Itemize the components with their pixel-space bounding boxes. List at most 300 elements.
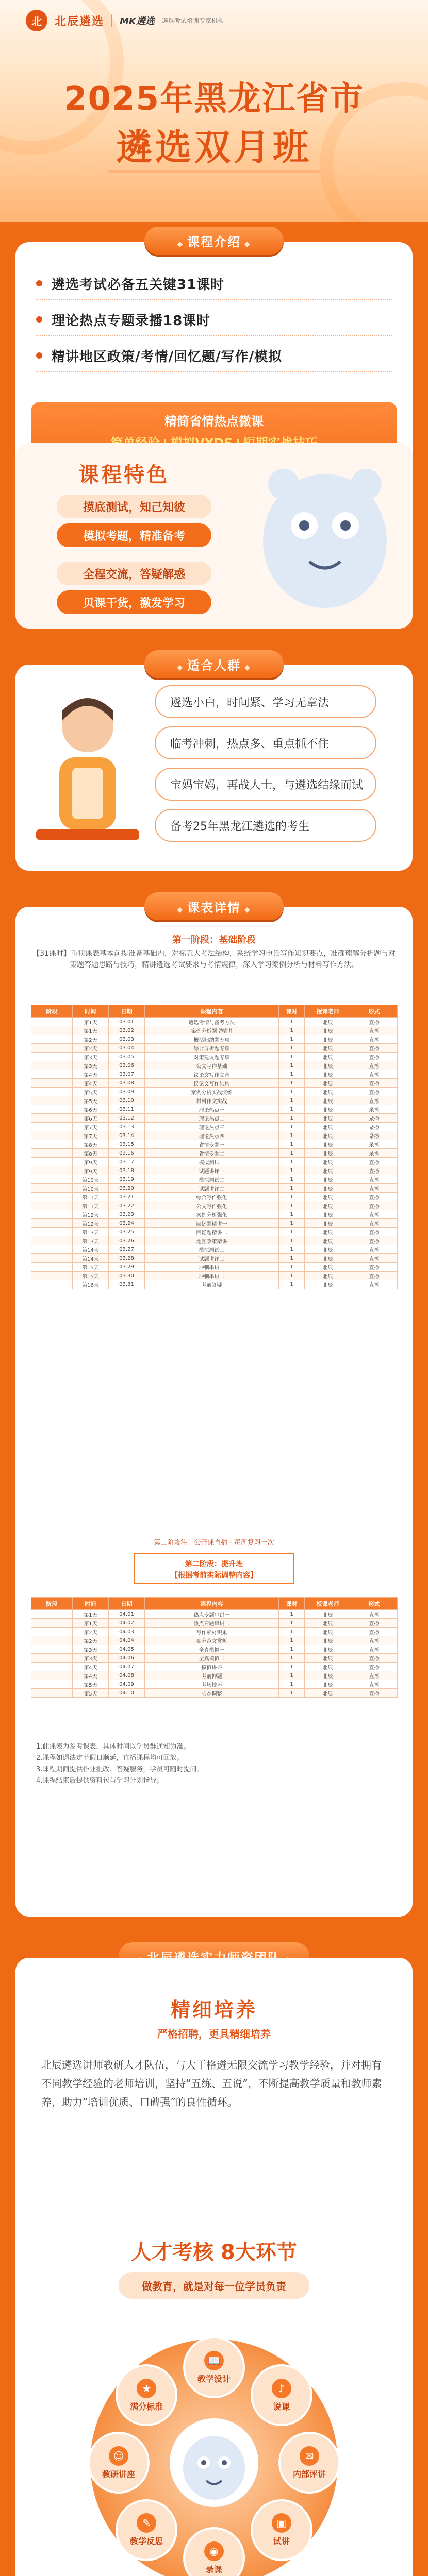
table-cell: 模拟测试一: [145, 1158, 279, 1166]
table-row: [31, 1228, 398, 1236]
table-cell: 北辰: [305, 1610, 351, 1619]
assessment-step-label: 教学反思: [130, 2536, 163, 2547]
table-row: [31, 1236, 398, 1245]
table-cell: 模拟测试二: [145, 1175, 279, 1184]
table-cell: [31, 1645, 73, 1654]
table-cell: 第3天: [73, 1654, 109, 1663]
table-cell: [31, 1193, 73, 1201]
table-row: [31, 1245, 398, 1254]
table-cell: 第5天: [73, 1689, 109, 1698]
table-row: [31, 1610, 398, 1619]
table-cell: 高分范文赏析: [145, 1636, 279, 1645]
table-cell: 直播: [351, 1619, 398, 1628]
table-cell: 北辰: [305, 1645, 351, 1654]
table-cell: 1: [279, 1671, 305, 1680]
table-row: [31, 1193, 398, 1201]
table-cell: 03.27: [109, 1245, 145, 1254]
table-cell: 03.19: [109, 1175, 145, 1184]
table-cell: [31, 1228, 73, 1236]
table-header: 授课老师: [305, 1598, 351, 1610]
table-cell: 03.16: [109, 1149, 145, 1158]
assessment-step: [88, 2432, 150, 2494]
table-cell: 冲刺串讲二: [145, 1272, 279, 1280]
table-cell: 04.09: [109, 1680, 145, 1689]
table-cell: 04.02: [109, 1619, 145, 1628]
table-cell: 04.10: [109, 1689, 145, 1698]
table-cell: 热点专题串讲一: [145, 1610, 279, 1619]
table-cell: 省情专题一: [145, 1140, 279, 1149]
table-cell: 1: [279, 1245, 305, 1254]
table-cell: 北辰: [305, 1193, 351, 1201]
table-cell: 全真模拟一: [145, 1645, 279, 1654]
table-cell: 第10天: [73, 1175, 109, 1184]
assessment-step: [116, 2499, 177, 2561]
table-cell: [31, 1123, 73, 1131]
mascot-illustration: [248, 453, 397, 618]
table-cell: 直播: [351, 1263, 398, 1272]
table-cell: 第5天: [73, 1680, 109, 1689]
table-cell: 03.06: [109, 1061, 145, 1070]
table-cell: 1: [279, 1228, 305, 1236]
table-header: 形式: [351, 1005, 398, 1018]
table-cell: 1: [279, 1280, 305, 1289]
table-cell: 03.05: [109, 1053, 145, 1061]
table-cell: 第5天: [73, 1088, 109, 1096]
assessment-step-label: 录课: [205, 2564, 222, 2574]
table-cell: [31, 1105, 73, 1114]
table-cell: 北辰: [305, 1140, 351, 1149]
table-cell: 04.03: [109, 1628, 145, 1636]
table-cell: 直播: [351, 1061, 398, 1070]
table-cell: 北辰: [305, 1228, 351, 1236]
table-cell: [31, 1654, 73, 1663]
table-row: [31, 1026, 398, 1035]
table-cell: 直播: [351, 1210, 398, 1219]
intro-item: 遴选考试必备五关键31课时: [36, 268, 392, 300]
table-cell: 03.15: [109, 1140, 145, 1149]
table-cell: 04.05: [109, 1645, 145, 1654]
table-cell: 理论热点四: [145, 1131, 279, 1140]
people-icon: ☺: [109, 2446, 128, 2466]
table-cell: 直播: [351, 1628, 398, 1636]
table-row: [31, 1680, 398, 1689]
hero-title: 2025年黑龙江省市: [63, 80, 365, 118]
table-cell: 1: [279, 1610, 305, 1619]
table-cell: 直播: [351, 1636, 398, 1645]
table-cell: 1: [279, 1272, 305, 1280]
table-cell: 北辰: [305, 1236, 351, 1245]
table-cell: 直播: [351, 1026, 398, 1035]
brand-row: [26, 10, 402, 31]
table-row: [31, 1654, 398, 1663]
table-cell: 北辰: [305, 1070, 351, 1079]
table-cell: 03.07: [109, 1070, 145, 1079]
table-cell: 03.11: [109, 1105, 145, 1114]
feature-pill: 贝课干货，激发学习: [57, 590, 211, 614]
table-cell: 直播: [351, 1671, 398, 1680]
table-cell: 1: [279, 1210, 305, 1219]
schedule-table-stage1: [31, 1005, 398, 1289]
assessment-step-label: 说课: [273, 2401, 290, 2412]
table-cell: 1: [279, 1645, 305, 1654]
table-cell: 热点专题串讲二: [145, 1619, 279, 1628]
table-cell: [31, 1158, 73, 1166]
section-ribbon-audience: ◆ 适合人群 ◆: [144, 650, 284, 678]
table-header: 形式: [351, 1598, 398, 1610]
table-cell: 试题讲评二: [145, 1184, 279, 1193]
table-cell: 理论热点一: [145, 1105, 279, 1114]
table-row: [31, 1114, 398, 1123]
mascot-center-illustration: [168, 2416, 260, 2509]
table-cell: 综合分析题专项: [145, 1044, 279, 1053]
table-cell: 04.04: [109, 1636, 145, 1645]
table-cell: 直播: [351, 1070, 398, 1079]
table-row: [31, 1018, 398, 1026]
table-row: [31, 1044, 398, 1053]
table-cell: 1: [279, 1140, 305, 1149]
table-cell: 第1天: [73, 1610, 109, 1619]
table-row: [31, 1201, 398, 1210]
table-cell: 直播: [351, 1254, 398, 1263]
table-cell: 案例分析强化: [145, 1210, 279, 1219]
table-cell: 北辰: [305, 1619, 351, 1628]
table-cell: 第9天: [73, 1158, 109, 1166]
table-cell: 直播: [351, 1193, 398, 1201]
table-cell: 03.25: [109, 1228, 145, 1236]
section-ribbon-intro: ◆ 课程介绍 ◆: [144, 227, 284, 255]
table-cell: [31, 1175, 73, 1184]
audience-item: 临考冲刺，热点多、重点抓不住: [155, 726, 376, 759]
table-cell: 第16天: [73, 1280, 109, 1289]
table-cell: [31, 1140, 73, 1149]
brand-tagline: 遴选考试培训专家机构: [161, 17, 224, 24]
table-cell: 直播: [351, 1053, 398, 1061]
table-cell: 试题讲评三: [145, 1254, 279, 1263]
brand-name: 北辰遴选: [55, 15, 105, 28]
table-cell: 03.31: [109, 1280, 145, 1289]
table-cell: 北辰: [305, 1088, 351, 1096]
table-row: [31, 1663, 398, 1671]
table-cell: [31, 1070, 73, 1079]
table-cell: 03.08: [109, 1079, 145, 1088]
table-cell: 第6天: [73, 1114, 109, 1123]
table-cell: 1: [279, 1663, 305, 1671]
table-row: [31, 1645, 398, 1654]
table-cell: 1: [279, 1175, 305, 1184]
table-cell: 北辰: [305, 1131, 351, 1140]
table-cell: 1: [279, 1105, 305, 1114]
table-cell: 案例分析题型精讲: [145, 1026, 279, 1035]
table-cell: 直播: [351, 1689, 398, 1698]
table-cell: 03.03: [109, 1035, 145, 1044]
table-cell: [31, 1131, 73, 1140]
table-cell: 北辰: [305, 1210, 351, 1219]
table-cell: 省情专题二: [145, 1149, 279, 1158]
table-cell: [31, 1610, 73, 1619]
feature-pill: 摸底测试，知己知彼: [57, 495, 211, 518]
table-cell: 第2天: [73, 1628, 109, 1636]
table-cell: 第3天: [73, 1061, 109, 1070]
table-cell: 第1天: [73, 1026, 109, 1035]
table-cell: 第4天: [73, 1079, 109, 1088]
table-cell: 第12天: [73, 1210, 109, 1219]
table-row: [31, 1070, 398, 1079]
table-cell: 回忆题精讲二: [145, 1228, 279, 1236]
table-cell: 1: [279, 1114, 305, 1123]
table-cell: 1: [279, 1123, 305, 1131]
schedule-description: 【31课时】重视课表基本前提准备基础内，对标五大考法结构，系统学习申论写作知识要点，准确理解分析题与对策题答题思路与技巧，精讲遴选考试要求与考情规律，深入学习案例分析与材料写作方法。: [32, 950, 396, 969]
table-cell: 03.28: [109, 1254, 145, 1263]
table-cell: 北辰: [305, 1184, 351, 1193]
table-cell: 1: [279, 1026, 305, 1035]
bullet-icon: [36, 280, 42, 286]
table-cell: [31, 1254, 73, 1263]
table-row: [31, 1689, 398, 1698]
table-row: [31, 1079, 398, 1088]
table-cell: 直播: [351, 1184, 398, 1193]
table-cell: 1: [279, 1096, 305, 1105]
pen-icon: ✎: [137, 2513, 156, 2533]
table-cell: 综合写作强化: [145, 1193, 279, 1201]
table-cell: 04.07: [109, 1663, 145, 1671]
table-cell: 北辰: [305, 1254, 351, 1263]
table-cell: [31, 1280, 73, 1289]
table-cell: 1: [279, 1166, 305, 1175]
table-cell: [31, 1263, 73, 1272]
table-cell: [31, 1079, 73, 1088]
table-cell: 03.18: [109, 1166, 145, 1175]
table-cell: [31, 1088, 73, 1096]
table-cell: 直播: [351, 1201, 398, 1210]
table-cell: 冲刺串讲一: [145, 1263, 279, 1272]
table-cell: 第4天: [73, 1671, 109, 1680]
audience-item: 备考25年黑龙江遴选的考生: [155, 809, 376, 842]
table-cell: 1: [279, 1193, 305, 1201]
table-cell: 考前答疑: [145, 1280, 279, 1289]
table-cell: 北辰: [305, 1026, 351, 1035]
table-row: [31, 1272, 398, 1280]
table-cell: 1: [279, 1131, 305, 1140]
table-cell: 第12天: [73, 1219, 109, 1228]
table-cell: 1: [279, 1219, 305, 1228]
audience-item: 遴选小白，时间紧、学习无章法: [155, 685, 376, 718]
assessment-quote: 做教育，就是对每一位学员负责: [119, 2272, 309, 2299]
table-cell: 03.24: [109, 1219, 145, 1228]
table-cell: 第13天: [73, 1228, 109, 1236]
table-cell: [31, 1210, 73, 1219]
table-cell: [31, 1166, 73, 1175]
table-cell: 北辰: [305, 1035, 351, 1044]
table-header: 日期: [109, 1005, 145, 1018]
table-cell: 录播: [351, 1131, 398, 1140]
table-cell: 1: [279, 1184, 305, 1193]
table-cell: 全真模拟二: [145, 1654, 279, 1663]
table-cell: 公文写作基础: [145, 1061, 279, 1070]
table-cell: 心态调整: [145, 1689, 279, 1698]
table-row: [31, 1061, 398, 1070]
table-cell: 直播: [351, 1175, 398, 1184]
table-cell: 直播: [351, 1654, 398, 1663]
table-cell: 直播: [351, 1096, 398, 1105]
table-cell: 第11天: [73, 1201, 109, 1210]
table-cell: [31, 1628, 73, 1636]
table-cell: 1: [279, 1035, 305, 1044]
table-cell: 1: [279, 1070, 305, 1079]
table-cell: 北辰: [305, 1280, 351, 1289]
table-cell: 1: [279, 1680, 305, 1689]
table-cell: 北辰: [305, 1245, 351, 1254]
table-cell: 第14天: [73, 1254, 109, 1263]
student-illustration: [31, 690, 144, 855]
table-row: [31, 1166, 398, 1175]
assessment-step: [251, 2499, 312, 2561]
table-cell: 北辰: [305, 1636, 351, 1645]
mic-icon: ♪: [272, 2379, 291, 2398]
table-row: [31, 1619, 398, 1628]
table-cell: 第15天: [73, 1272, 109, 1280]
assessment-step: [251, 2364, 312, 2426]
table-cell: [31, 1061, 73, 1070]
assessment-step-label: 教学设计: [197, 2374, 231, 2384]
table-header: 时间: [73, 1005, 109, 1018]
table-cell: 直播: [351, 1079, 398, 1088]
table-cell: [31, 1245, 73, 1254]
table-row: [31, 1140, 398, 1149]
assessment-step: [183, 2336, 245, 2398]
table-cell: 03.09: [109, 1088, 145, 1096]
table-cell: 第4天: [73, 1663, 109, 1671]
table-cell: 录播: [351, 1114, 398, 1123]
table-cell: 04.01: [109, 1610, 145, 1619]
table-cell: 直播: [351, 1166, 398, 1175]
table-cell: 公文写作强化: [145, 1201, 279, 1210]
table-cell: [31, 1114, 73, 1123]
feature-pill: 全程交流，答疑解惑: [57, 562, 211, 585]
table-cell: 北辰: [305, 1053, 351, 1061]
table-cell: 03.22: [109, 1201, 145, 1210]
features-title: 课程特色: [78, 463, 169, 487]
table-cell: 第10天: [73, 1184, 109, 1193]
presentation-icon: ▣: [272, 2513, 291, 2533]
table-cell: 1: [279, 1044, 305, 1053]
schedule-stage1-note: 第二阶段注：公开课直播 · 每周复习一次: [154, 1539, 274, 1547]
intro-item: 精讲地区政策/考情/回忆题/写作/模拟: [36, 340, 392, 372]
table-cell: [31, 1636, 73, 1645]
table-cell: 1: [279, 1628, 305, 1636]
table-cell: 第15天: [73, 1263, 109, 1272]
table-cell: 1: [279, 1689, 305, 1698]
table-cell: [31, 1201, 73, 1210]
table-cell: 第8天: [73, 1149, 109, 1158]
table-row: [31, 1123, 398, 1131]
table-cell: 第1天: [73, 1619, 109, 1628]
table-cell: 北辰: [305, 1105, 351, 1114]
table-cell: 遴选考情与备考方法: [145, 1018, 279, 1026]
table-cell: 第14天: [73, 1245, 109, 1254]
intro-banner-title: 精简省情热点微课: [164, 414, 264, 429]
table-row: [31, 1105, 398, 1114]
table-cell: 03.29: [109, 1263, 145, 1272]
assessment-step-label: 内部评讲: [292, 2469, 326, 2479]
table-cell: 北辰: [305, 1680, 351, 1689]
table-row: [31, 1096, 398, 1105]
table-cell: 03.10: [109, 1096, 145, 1105]
table-cell: 理论热点三: [145, 1123, 279, 1131]
table-cell: 北辰: [305, 1628, 351, 1636]
table-cell: 1: [279, 1619, 305, 1628]
table-cell: 北辰: [305, 1123, 351, 1131]
table-cell: 直播: [351, 1645, 398, 1654]
table-cell: 1: [279, 1018, 305, 1026]
table-cell: 第6天: [73, 1105, 109, 1114]
schedule-stage1-title: 第一阶段：基础阶段: [172, 935, 256, 945]
schedule-footnote: 1.此课表为参考课表，具体时间以学员群通知为准。 2.课程如遇法定节假日顺延，直播课程均可回放。 3.课程期间提供作业批改、答疑服务，学员可随时提问。 4.课程结束后提供资料包与学习计划指导。: [36, 1743, 204, 1785]
table-cell: 议论文写作立意: [145, 1070, 279, 1079]
bullet-icon: [36, 316, 42, 323]
table-cell: 03.14: [109, 1131, 145, 1140]
star-icon: ★: [137, 2379, 156, 2398]
table-cell: [31, 1272, 73, 1280]
table-cell: 北辰: [305, 1175, 351, 1184]
table-cell: 1: [279, 1636, 305, 1645]
table-cell: 直播: [351, 1044, 398, 1053]
table-cell: 录播: [351, 1149, 398, 1158]
table-cell: 直播: [351, 1245, 398, 1254]
table-header: 日期: [109, 1598, 145, 1610]
table-cell: 第3天: [73, 1053, 109, 1061]
table-cell: 北辰: [305, 1654, 351, 1663]
table-cell: 第2天: [73, 1044, 109, 1053]
table-cell: [31, 1018, 73, 1026]
table-cell: 北辰: [305, 1263, 351, 1272]
table-cell: 材料作文实战: [145, 1096, 279, 1105]
table-cell: 北辰: [305, 1079, 351, 1088]
table-cell: [31, 1035, 73, 1044]
table-cell: 北辰: [305, 1201, 351, 1210]
table-cell: 录播: [351, 1140, 398, 1149]
hero-banner: [0, 0, 428, 222]
table-cell: 第4天: [73, 1070, 109, 1079]
feature-pill: 模拟考题，精准备考: [57, 523, 211, 547]
table-cell: [31, 1680, 73, 1689]
table-cell: 概括归纳题专项: [145, 1035, 279, 1044]
table-cell: 考前押题: [145, 1671, 279, 1680]
assessment-step-label: 满分标准: [130, 2401, 163, 2412]
assessment-step-label: 教研讲座: [102, 2469, 135, 2479]
table-cell: 直播: [351, 1228, 398, 1236]
table-cell: 模拟讲评: [145, 1663, 279, 1671]
brand-sub: MK遴选: [120, 16, 155, 27]
table-row: [31, 1131, 398, 1140]
hero-underline: [108, 170, 320, 173]
table-cell: 1: [279, 1254, 305, 1263]
table-cell: 直播: [351, 1280, 398, 1289]
table-cell: 考场技巧: [145, 1680, 279, 1689]
table-cell: [31, 1619, 73, 1628]
table-cell: 北辰: [305, 1671, 351, 1680]
schedule-table-stage2: [31, 1597, 398, 1698]
table-header: 授课老师: [305, 1005, 351, 1018]
table-row: [31, 1184, 398, 1193]
table-cell: 第11天: [73, 1193, 109, 1201]
table-cell: 录播: [351, 1123, 398, 1131]
book-icon: 📖: [204, 2351, 224, 2370]
table-cell: 04.06: [109, 1654, 145, 1663]
table-header: 课程内容: [145, 1598, 279, 1610]
table-cell: 03.02: [109, 1026, 145, 1035]
table-row: [31, 1053, 398, 1061]
table-cell: 1: [279, 1236, 305, 1245]
